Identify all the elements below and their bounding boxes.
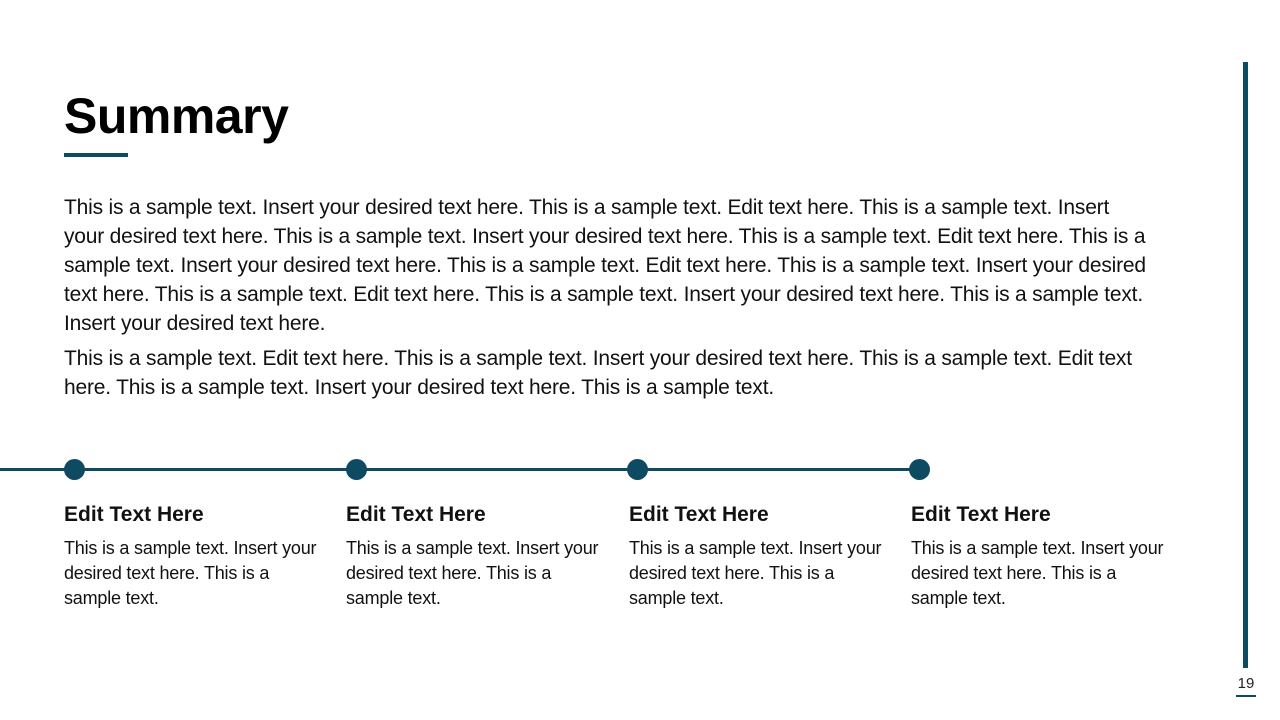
- step-text: This is a sample text. Insert your desired text here. This is a sample text.: [64, 538, 317, 608]
- timeline-step-4: [911, 500, 1171, 611]
- timeline-dot-3: [627, 459, 648, 480]
- step-text: This is a sample text. Insert your desired text here. This is a sample text.: [629, 538, 882, 608]
- timeline-dot-2: [346, 459, 367, 480]
- page-number: 19: [1237, 675, 1255, 692]
- timeline-dot-4: [909, 459, 930, 480]
- summary-paragraph-1: This is a sample text. Insert your desired text here. This is a sample text. Edit text here. This is a sample text. Insert your desired text here. This is a sample text. Insert your desired text here. This is a sample text. Edit text here. This is a sample text. Insert your desired text here. This is a sample text. Edit text here. This is a sample text. Insert your desired text here. This is a sample text. Edit text here. This is a sample text. Insert your desired text here. This is a sample text. Insert your desired text here.: [64, 196, 1146, 335]
- step-text: This is a sample text. Insert your desired text here. This is a sample text.: [346, 538, 599, 608]
- step-text: This is a sample text. Insert your desired text here. This is a sample text.: [911, 538, 1164, 608]
- timeline-step-3: [629, 500, 889, 611]
- timeline-dot-1: [64, 459, 85, 480]
- page-number-underline: [1236, 695, 1256, 697]
- step-heading: Edit Text Here: [64, 503, 204, 526]
- title-underline: [64, 153, 128, 157]
- timeline-step-1: [64, 500, 324, 611]
- summary-body: [64, 193, 1154, 408]
- right-accent-rule: [1243, 62, 1248, 668]
- step-heading: Edit Text Here: [346, 503, 486, 526]
- timeline-step-2: [346, 500, 606, 611]
- slide-title: Summary: [64, 88, 289, 144]
- step-heading: Edit Text Here: [911, 503, 1051, 526]
- step-heading: Edit Text Here: [629, 503, 769, 526]
- summary-paragraph-2: This is a sample text. Edit text here. This is a sample text. Insert your desired text here. This is a sample text. Edit text here. This is a sample text. Insert your desired text here. This is a sample text.: [64, 347, 1132, 399]
- timeline-line: [0, 468, 920, 471]
